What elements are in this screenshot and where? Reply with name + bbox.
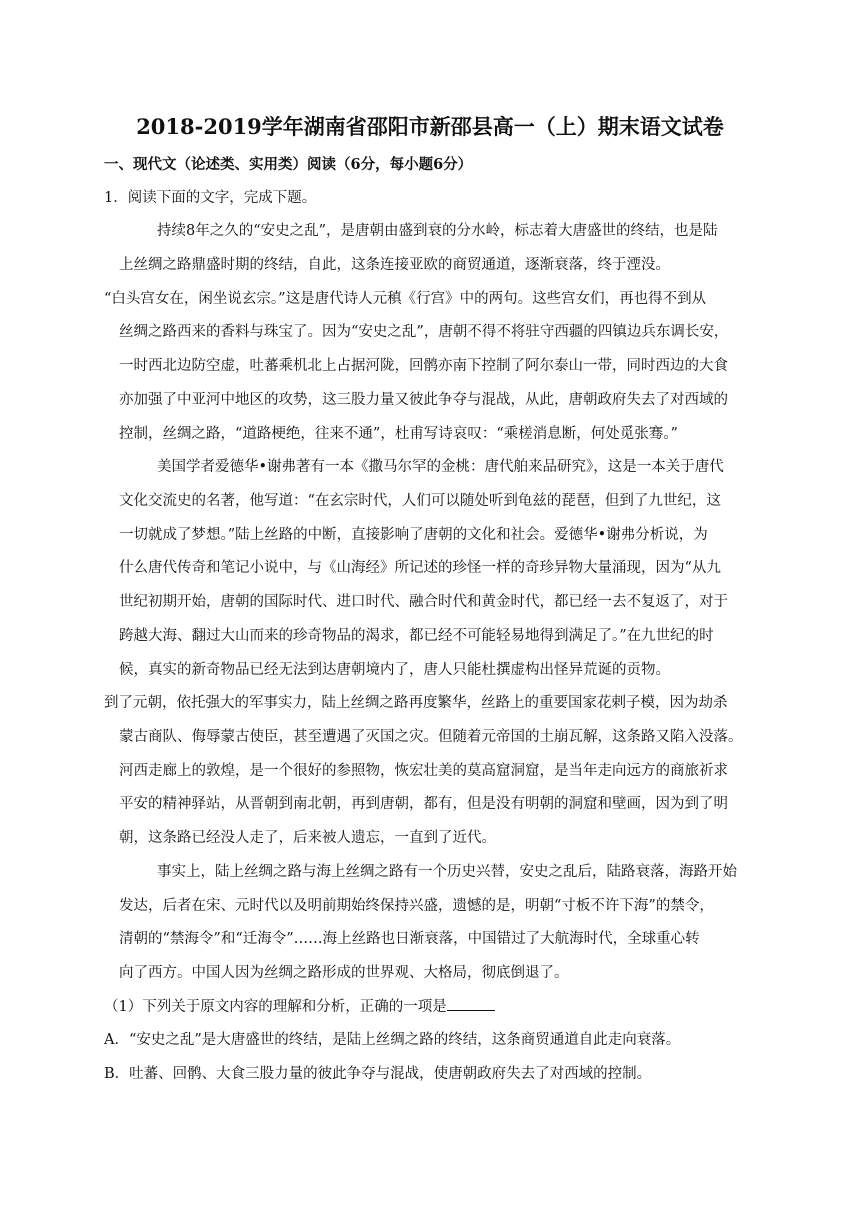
passage-line: 持续8年之久的“安史之乱”，是唐朝由盛到衰的分水岭，标志着大唐盛世的终结，也是陆 <box>157 223 718 239</box>
passage-line: 朝，这条路已经没人走了，后来被人遗忘，一直到了近代。 <box>119 830 496 846</box>
passage-line: 什么唐代传奇和笔记小说中，与《山海经》所记述的珍怪一样的奇珍异物大量涌现，因为“从九 <box>119 560 721 576</box>
passage-line: 清朝的“禁海令”和“迁海令”……海上丝路也日渐衰落，中国错过了大航海时代，全球重心转 <box>119 931 700 947</box>
sub-question-text: （1）下列关于原文内容的理解和分析，正确的一项是 <box>104 999 447 1015</box>
passage-line: 候，真实的新奇物品已经无法到达唐朝境内了，唐人只能杜撰虚构出怪异荒诞的贡物。 <box>119 662 670 678</box>
page-title: 2018-2019学年湖南省邵阳市新邵县高一（上）期末语文试卷 <box>136 114 724 139</box>
passage-line: 事实上，陆上丝绸之路与海上丝绸之路有一个历史兴替，安史之乱后，陆路衰落，海路开始 <box>157 864 737 880</box>
passage-line: 控制，丝绸之路，“道路梗绝，往来不通”，杜甫写诗哀叹：“乘槎消息断，何处觅张骞。” <box>119 426 678 442</box>
passage-line: 向了西方。中国人因为丝绸之路形成的世界观、大格局，彻底倒退了。 <box>119 965 569 981</box>
section-heading: 一、现代文（论述类、实用类）阅读（6分，每小题6分） <box>104 156 473 173</box>
passage-line: 到了元朝，依托强大的军事实力，陆上丝绸之路再度繁华，丝路上的重要国家花剌子模，因为劫杀 <box>104 695 728 711</box>
passage-line: 河西走廊上的敦煌，是一个很好的参照物，恢宏壮美的莫高窟洞窟，是当年走向远方的商旅祈求 <box>119 763 728 779</box>
passage-line: 一时西北边防空虚，吐蕃乘机北上占据河陇，回鹘亦南下控制了阿尔泰山一带，同时西边的大食 <box>119 358 728 374</box>
passage-line: 上丝绸之路鼎盛时期的终结，自此，这条连接亚欧的商贸通道，逐渐衰落，终于湮没。 <box>119 257 670 273</box>
passage-line: 文化交流史的名著，他写道：“在玄宗时代，人们可以随处听到龟兹的琵琶，但到了九世纪，这 <box>119 493 721 509</box>
sub-question <box>104 996 495 1018</box>
option-a: A．“安史之乱”是大唐盛世的终结，是陆上丝绸之路的终结，这条商贸通道自此走向衰落。 <box>104 1032 681 1048</box>
passage-line: 世纪初期开始，唐朝的国际时代、进口时代、融合时代和黄金时代，都已经一去不复返了，对于 <box>119 594 728 610</box>
passage-line: 一切就成了梦想。”陆上丝路的中断，直接影响了唐朝的文化和社会。爱德华•谢弗分析说，为 <box>119 527 708 543</box>
passage-line: 蒙古商队、侮辱蒙古使臣，甚至遭遇了灭国之灾。但随着元帝国的土崩瓦解，这条路又陷入没落。 <box>119 729 743 745</box>
answer-blank <box>447 996 495 1011</box>
passage-line: 亦加强了中亚河中地区的攻势，这三股力量又彼此争夺与混战，从此，唐朝政府失去了对西域的 <box>119 392 728 408</box>
passage-line: 发达，后者在宋、元时代以及明前期始终保持兴盛，遗憾的是，明朝“寸板不许下海”的禁令， <box>119 898 714 914</box>
passage-line: 丝绸之路西来的香料与珠宝了。因为“安史之乱”，唐朝不得不将驻守西疆的四镇边兵东调长安， <box>119 324 729 340</box>
passage-line: “白头宫女在，闲坐说玄宗。”这是唐代诗人元稹《行宫》中的两句。这些宫女们，再也得不到从 <box>104 291 707 307</box>
question-intro: 1．阅读下面的文字，完成下题。 <box>104 190 317 206</box>
option-b: B．吐蕃、回鹘、大食三股力量的彼此争夺与混战，使唐朝政府失去了对西域的控制。 <box>104 1066 652 1082</box>
passage-line: 平安的精神驿站，从晋朝到南北朝，再到唐朝，都有，但是没有明朝的洞窟和壁画，因为到了明 <box>119 796 728 812</box>
passage-line: 跨越大海、翻过大山而来的珍奇物品的渴求，都已经不可能轻易地得到满足了。”在九世纪的时 <box>119 628 714 644</box>
passage-line: 美国学者爱德华•谢弗著有一本《撒马尔罕的金桃：唐代舶来品研究》，这是一本关于唐代 <box>157 459 724 475</box>
